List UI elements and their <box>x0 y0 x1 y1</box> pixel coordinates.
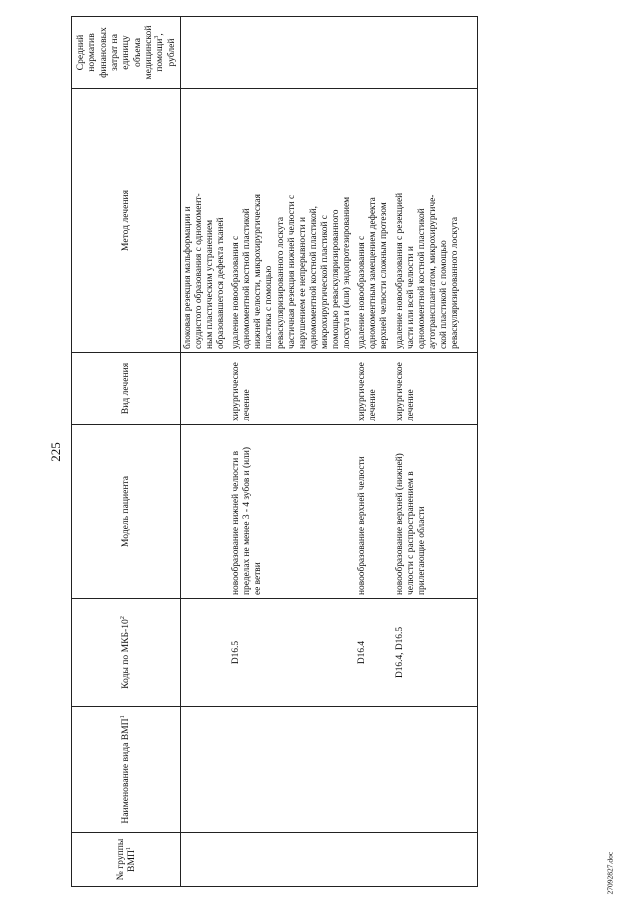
cell-cost <box>393 17 464 89</box>
spacer-cell <box>463 89 478 353</box>
cell-group <box>229 833 355 887</box>
header-name: Наименование вида ВМП$^1$ <box>72 707 181 833</box>
table-bottom-spacer <box>463 17 478 887</box>
table-row <box>180 17 229 887</box>
cell-model: новообразование верхней (нижней) челюсти с распространением в прилегающие области <box>393 425 464 599</box>
cell-method: удаление новообразования с одномоментным замещением дефекта верхней челюсти сложным протезом <box>355 89 392 353</box>
table-row <box>355 17 392 887</box>
spacer-cell <box>463 353 478 425</box>
cell-method: блоковая резекция мальформации и соудистого образования с одномомент- ным пластическим устранением образовавшегося дефекта тканей <box>180 89 229 353</box>
page-number: 225 <box>48 442 63 462</box>
header-icd: Коды по МКБ-$10^2$ <box>72 599 181 707</box>
cell-cost <box>180 17 229 89</box>
table-header-row <box>72 17 181 887</box>
header-model: Модель пациента <box>72 425 181 599</box>
cell-group <box>180 833 229 887</box>
cell-cost <box>229 17 355 89</box>
cell-cost <box>355 17 392 89</box>
cell-name <box>393 707 464 833</box>
header-group: № группы ВМП$^1$ <box>72 833 181 887</box>
table-row <box>229 17 355 887</box>
cell-icd: D16.5 <box>229 599 355 707</box>
header-method: Метод лечения <box>72 89 181 353</box>
cell-kind: хирургическое лечение <box>229 353 355 425</box>
spacer-cell <box>463 599 478 707</box>
cell-name <box>355 707 392 833</box>
rotated-table-container <box>71 17 611 887</box>
cell-icd: D16.4 <box>355 599 392 707</box>
spacer-cell <box>463 17 478 89</box>
spacer-cell <box>463 425 478 599</box>
cell-model: новообразование верхней челюсти <box>355 425 392 599</box>
header-cost: Средний норматив финансовых затрат на единицу объема медицинской помощи$^3$, рублей <box>72 17 181 89</box>
cell-method: удаление новообразования с одномоментной костной пластикой нижней челюсти, микрохирургическая пластика с помощью реваскуляризированного лоскута частичная резекция нижней челюсти с нарушением ее непрерывности и одномоментной костной пластикой, микрохирургической пластикой с помощью реваскуляризированного лоскута и (или) эндопротезированием <box>229 89 355 353</box>
spacer-cell <box>463 707 478 833</box>
cell-name <box>229 707 355 833</box>
cell-group <box>393 833 464 887</box>
cell-method: удаление новообразования с резекцией части или всей челюсти и одномоментной костной пластикой аутотрансплантатом, микрохирургиче- ской пластикой с помощью реваскуляризированного лоскута <box>393 89 464 353</box>
table-row <box>393 17 464 887</box>
cell-icd: D16.4, D16.5 <box>393 599 464 707</box>
document-id: 27092827.doc <box>605 851 615 895</box>
header-kind: Вид лечения <box>72 353 181 425</box>
treatment-table <box>71 16 478 887</box>
cell-kind <box>180 353 229 425</box>
cell-model <box>180 425 229 599</box>
cell-model: новообразование нижней челюсти в пределах не менее 3 - 4 зубов и (или) ее ветви <box>229 425 355 599</box>
cell-kind: хирургическое лечение <box>355 353 392 425</box>
cell-name <box>180 707 229 833</box>
cell-icd <box>180 599 229 707</box>
cell-group <box>355 833 392 887</box>
spacer-cell <box>463 833 478 887</box>
cell-kind: хирургическое лечение <box>393 353 464 425</box>
